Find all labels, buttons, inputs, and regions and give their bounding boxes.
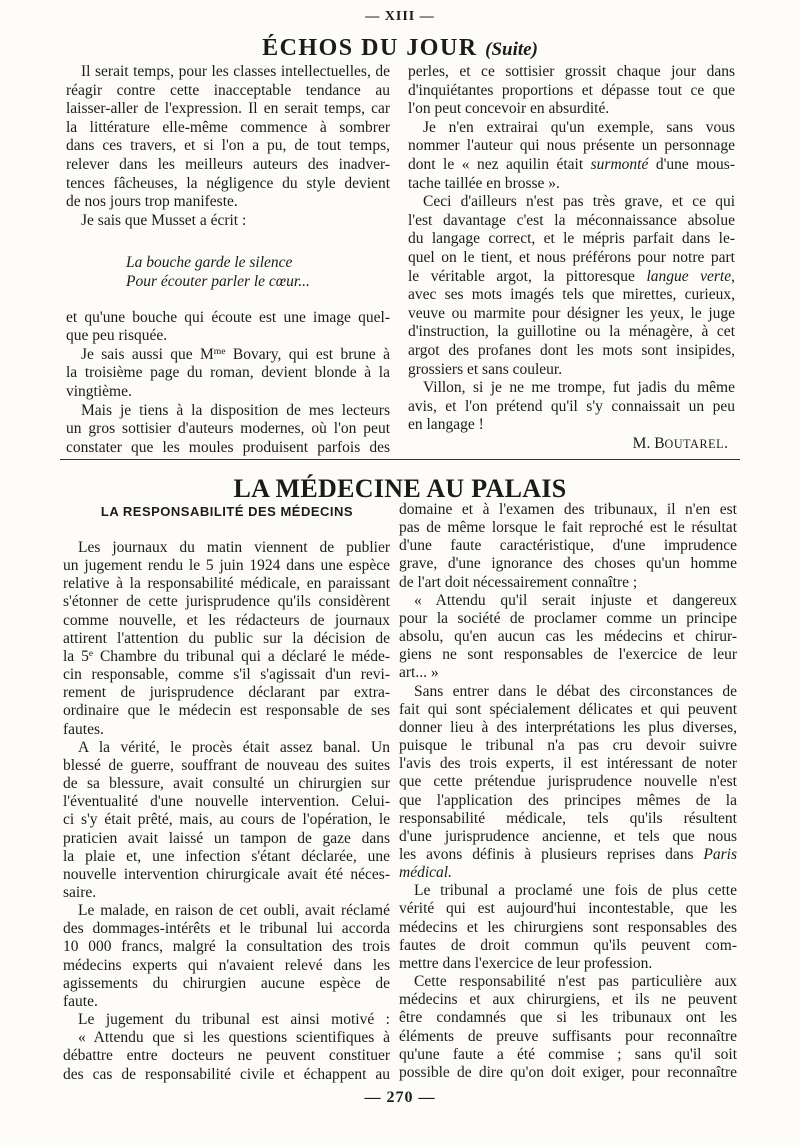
text-line: ci s'y était prêté, mais, au cours de l'opération, le (63, 811, 390, 829)
text-line: l'on peut concevoir en absurdité. (408, 100, 610, 118)
echos-column-left (66, 63, 390, 457)
text-line: en langage ! (408, 416, 484, 434)
medecine-au-palais-title: LA MÉDECINE AU PALAIS (233, 474, 567, 503)
text-line: Mais je tiens à la disposition de mes lecteurs (81, 401, 390, 419)
text-line: un gros sottisier d'auteurs modernes, où l'on peut (66, 420, 390, 438)
text-run: Je sais aussi que M (81, 345, 214, 363)
text-line: l'est davantage c'est la méconnaissance absolue (408, 211, 735, 229)
text-line: nommer l'auteur qui nous présente un personnage (408, 137, 735, 155)
text-line: blessé de guerre, souffrant de nouveau des suites (63, 756, 390, 774)
text-line (399, 864, 737, 882)
text-line: comme nouvelle, et les rédacteurs de journaux (63, 611, 390, 629)
page-number: — 270 — (364, 1089, 436, 1106)
text-run: le véritable argot, la pittoresque (408, 267, 647, 285)
verse-line: Pour écouter parler le cœur... (126, 272, 310, 290)
superscript-run: me (213, 345, 226, 357)
text-line: que l'application des principes mêmes de la (399, 791, 737, 809)
text-line: giens ne sont responsables de l'exercice de leur (399, 646, 737, 664)
text-line: la troisième page du roman, devient blonde à la (66, 364, 390, 382)
text-line: Il serait temps, pour les classes intellectuelles, de (81, 63, 390, 80)
text-line (408, 156, 735, 175)
text-line: Sans entrer dans le débat des circonstances de (414, 682, 737, 700)
author-signature (408, 435, 735, 454)
text-line: Villon, si je ne me trompe, fut jadis du même (423, 379, 735, 397)
text-line: rement de jurisprudence déclarant par extra- (63, 684, 390, 702)
text-run: . (724, 434, 728, 452)
text-line: d'une jurisprudence ancienne, et tels que nous (399, 827, 737, 845)
small-caps-run: OUTAREL (664, 436, 725, 451)
text-line: et qu'une bouche qui écoute est une image quel- (66, 308, 390, 326)
text-run: la 5 (63, 647, 89, 665)
text-line: Le jugement du tribunal est ainsi motivé : (78, 1011, 390, 1029)
text-line: domaine et à l'examen des tribunaux, il n'en est (399, 501, 737, 518)
text-line: puisque le tribunal n'a pas cru devoir suivre (399, 737, 737, 755)
text-line: Cette responsabilité n'est pas particulière aux (414, 973, 737, 991)
echos-title-suffix: (Suite) (485, 39, 538, 60)
text-run: M. B (632, 434, 665, 452)
text-run: Chambre du tribunal qui a déclaré le méde- (93, 647, 390, 665)
text-line: éléments de preuve suffisants pour reconnaître (399, 1027, 737, 1045)
text-line: débattre entre docteurs ne peuvent constituer (63, 1047, 390, 1065)
text-line: tache taillée en brosse ». (408, 174, 560, 192)
text-line: ordinaire que le médecin est responsable de ses (63, 702, 390, 720)
text-line: 10 000 francs, malgré la consultation des trois (63, 938, 390, 956)
text-line: possible de dire qu'on doit exiger, pour reconnaître (399, 1063, 737, 1081)
text-line: attirent l'attention du public sur la décision de (63, 629, 390, 647)
verse-line: La bouche garde le silence (126, 254, 293, 272)
text-line: avec ses mots imagés tels que mirettes, curieux, (408, 286, 735, 304)
text-line (399, 846, 737, 864)
text-line (63, 648, 390, 666)
text-line: qu'une faute a été commise ; sans qu'il soit (399, 1045, 737, 1063)
text-line: « Attendu qu'il serait injuste et dangereux (414, 591, 737, 609)
text-line: d'inquiétantes proportions et dépasse tout ce que (408, 81, 735, 99)
text-line: de l'art doit nécessairement connaître ; (399, 573, 638, 591)
italic-run: surmonté (590, 155, 649, 173)
echos-du-jour-title (0, 34, 800, 64)
text-line: avis, et l'on prétend qu'il s'y connaissait un peu (408, 397, 735, 415)
text-line (66, 346, 390, 365)
text-line: art... » (399, 664, 439, 682)
medecine-column-left (63, 539, 390, 1084)
text-line: l'avis des trois experts, il est intéressant de noter (399, 755, 737, 773)
text-line: Je n'en extrairai qu'un exemple, sans vous (423, 118, 735, 136)
text-line: fait qui sont spécialement délicates et qui peuvent (399, 700, 737, 718)
text-line: la plaie et, une infection s'étant déclarée, une (63, 847, 390, 865)
text-line: des dommages-intérêts et le tribunal lui accorda (63, 920, 390, 938)
text-line: absolu, qu'en aucun cas les médecins et chirur- (399, 628, 737, 646)
text-line: médecins et les chirurgiens sont responsables des (399, 918, 737, 936)
text-line: donner lieu à des interprétations les plus diverses, (399, 718, 737, 736)
text-line: relever dans les meilleurs auteurs des inadver- (66, 155, 390, 173)
text-line: Le tribunal a proclamé une fois de plus cette (414, 882, 737, 900)
text-line: du langage correct, et le mépris parfait dans le- (408, 230, 735, 248)
text-line: un jugement rendu le 5 juin 1924 dans une espèce (63, 557, 390, 575)
text-line: dans ces travers, et si l'on a pu, de tout temps, (66, 137, 390, 155)
italic-run: langue verte (646, 267, 732, 285)
text-line: veuve ou marmite pour désigner les yeux, le juge (408, 304, 735, 322)
text-line: médecins et aux chirurgiens, et ils ne peuvent (399, 991, 737, 1009)
text-line: d'une faute caractéristique, d'une imprudence (399, 537, 737, 555)
text-line: « Attendu que si les questions scientifiques à (78, 1029, 390, 1047)
text-line: de sa blessure, avait consulté un chirurgien sur (63, 775, 390, 793)
text-line: grave, d'une ignorance des choses qu'un homme (399, 555, 737, 573)
text-line: pour la société de proclamer comme un principe (399, 609, 737, 627)
text-line: d'instruction, la guillotine ou la ménagère, à cet (408, 323, 735, 341)
text-line: agissements du chirurgien aucune espèce de (63, 974, 390, 992)
text-run: les avons définis à plusieurs reprises dans (399, 845, 704, 863)
text-line: grossiers et sans couleur. (408, 360, 563, 378)
text-line: médecins experts qui n'avaient relevé dans les (63, 956, 390, 974)
text-run: Bovary, qui est brune à (225, 345, 390, 363)
echos-column-right (408, 63, 735, 453)
text-line: s'étonner de cette jurisprudence qu'ils considèrent (63, 593, 390, 611)
text-line: fautes de droit commun qu'ils peuvent com- (399, 936, 737, 954)
echos-title-main: ÉCHOS DU JOUR (262, 35, 478, 61)
text-line: constater que les moules produisent parfois des (66, 438, 390, 456)
text-line: argot des profanes dont les mots sont insipides, (408, 341, 735, 359)
text-line: que cette prétendue jurisprudence nouvelle n'est (399, 773, 737, 791)
text-line: des cas de responsabilité civile et échappent au (63, 1065, 390, 1083)
text-line: laisser-aller de l'expression. Il en serait temps, car (66, 100, 390, 118)
text-line: être condamnés que si les tribunaux ont les (399, 1009, 737, 1027)
text-line: vérité qui est aujourd'hui incontestable, que les (399, 900, 737, 918)
text-line (408, 268, 735, 287)
text-line: Les journaux du matin viennent de publier (78, 539, 390, 556)
text-line: mettre dans l'exercice de leur profession. (399, 954, 653, 972)
text-line: tences fâcheuses, la négligence du style devient (66, 174, 390, 192)
text-line: relative à la responsabilité médicale, en paraissant (63, 575, 390, 593)
article-subtitle: LA RESPONSABILITÉ DES MÉDECINS (100, 504, 354, 519)
text-line: saire. (63, 883, 97, 901)
text-run: d'une mous- (648, 155, 735, 173)
text-line: Je sais que Musset a écrit : (81, 211, 247, 229)
text-line: cin responsable, comme s'il s'agissait d'un revi- (63, 666, 390, 684)
medecine-column-right (399, 501, 737, 1082)
section-roman-numeral: — XIII — (365, 9, 435, 24)
text-line: perles, et ce sottisier grossit chaque jour dans (408, 63, 735, 80)
text-line: A la vérité, le procès était assez banal. Un (78, 738, 390, 756)
text-line: pas de même lorsque le fait reproché est le résultat (399, 519, 737, 537)
text-line: l'éventualité d'une nouvelle intervention. Celui- (63, 793, 390, 811)
text-line: faute. (63, 992, 98, 1010)
text-line: fautes. (63, 720, 104, 738)
italic-run: médical. (399, 864, 452, 882)
text-line: vingtième. (66, 382, 132, 400)
text-run: , (731, 267, 735, 285)
section-divider (60, 459, 740, 460)
text-line: réagir contre cette inacceptable tendance au (66, 81, 390, 99)
text-line: de nos jours trop manifeste. (66, 193, 238, 211)
superscript-run: e (88, 648, 94, 660)
text-line: praticien avait laissé un tampon de gaze dans (63, 829, 390, 847)
italic-run: Paris (703, 845, 737, 863)
text-run: dont le « nez aquilin était (408, 155, 591, 173)
text-line: Ceci d'ailleurs n'est pas très grave, et ce qui (423, 193, 735, 211)
text-line: que peu risquée. (66, 327, 168, 345)
text-line: quel on le tient, et nous préférons pour notre part (408, 248, 735, 266)
text-line: Le malade, en raison de cet oubli, avait réclamé (78, 902, 390, 920)
text-line: responsabilité médicale, tels qu'ils résultent (399, 809, 737, 827)
text-line: la littérature elle-même commence à sombrer (66, 118, 390, 136)
text-line: nouvelle intervention chirurgicale avait été néces- (63, 865, 390, 883)
